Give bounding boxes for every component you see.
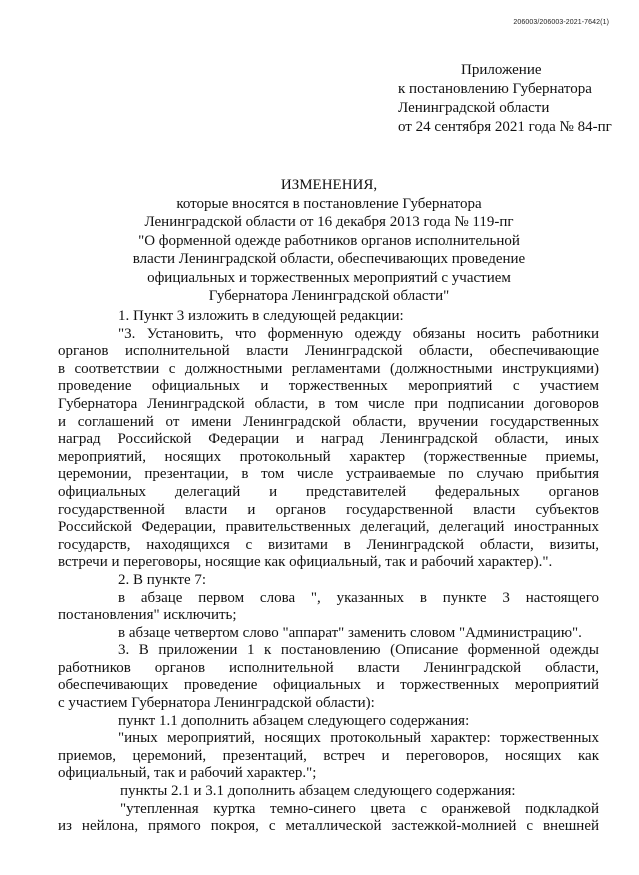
paragraph-line: органов исполнительной власти Ленинградской области, обеспечивающие [58,343,599,360]
paragraph-line: из нейлона, прямого покроя, с металлической застежкой-молнией с внешней [58,818,599,835]
paragraph-line: постановления" исключить; [58,607,237,624]
paragraph-line: и соглашений от имени Ленинградской области, вручении государственных [58,413,599,430]
title-line: официальных и торжественных мероприятий с участием [147,269,511,286]
paragraph-line: мероприятий, носящих протокольный характер (торжественные приемы, [58,448,599,465]
title-line: которые вносятся в постановление Губернатора [176,195,482,212]
paragraph-line: 3. В приложении 1 к постановлению (Описание форменной одежды [118,642,599,659]
paragraph-9: пункты 2.1 и 3.1 дополнить абзацем следующего содержания: [120,783,516,800]
approval-block [398,61,628,137]
paragraph-line: "утепленная куртка темно-синего цвета с оранжевой подкладкой [120,800,599,817]
approval-line: Ленинградской области [398,100,550,116]
approval-line: к постановлению Губернатора [398,81,592,97]
paragraph-line: официальных делегаций и представителей федеральных органов [58,483,599,500]
paragraph-line: "иных мероприятий, носящих протокольный характер: торжественных [118,730,599,747]
paragraph-line: государств, находящихся с визитами в Ленинградской области, визиты, [58,536,599,553]
title-line: Губернатора Ленинградской области" [208,288,450,304]
paragraph-7: пункт 1.1 дополнить абзацем следующего содержания: [118,712,470,729]
paragraph-line: встречи и переговоры, носящие как официальный, так и рабочий характер).". [58,554,553,571]
paragraph-8 [58,730,599,783]
paragraph-line: официальный, так и рабочий характер."; [58,765,317,782]
approval-line: от 24 сентября 2021 года № 84-пг [398,119,612,135]
paragraph-line: в соответствии с должностными регламентами (должностными инструкциями) [58,360,599,377]
paragraph-10 [58,801,599,836]
paragraph-line: работников органов исполнительной власти Ленинградской области, [58,659,599,676]
paragraph-line: наград Российской Федерации и наград Ленинградской области, иных [58,431,599,448]
paragraph-2 [58,326,599,572]
document-number: 206003/206003-2021-7642(1) [513,19,609,26]
paragraph-line: Губернатора Ленинградской области, в том числе при подписании договоров [58,395,599,412]
paragraph-line: с участием Губернатора Ленинградской области): [58,695,375,712]
paragraph-line: проведение официальных и торжественных мероприятий с участием [58,378,599,395]
paragraph-1: 1. Пункт 3 изложить в следующей редакции: [118,308,404,324]
title-line: "О форменной одежде работников органов исполнительной [138,232,520,249]
paragraph-5: в абзаце четвертом слово "аппарат" заменить словом "Администрацию". [118,624,582,641]
title-line: власти Ленинградской области, обеспечивающих проведение [132,251,526,267]
paragraph-line: церемонии, презентации, в том числе устраиваемые по случаю прибытия [58,466,599,483]
title-heading: ИЗМЕНЕНИЯ, [280,177,378,193]
paragraph-line: "3. Установить, что форменную одежду обязаны носить работники [118,325,599,342]
title-line: Ленинградской области от 16 декабря 2013 года № 119-пг [144,214,514,230]
paragraph-line: приемов, церемоний, презентаций, встреч и переговоров, носящих как [58,747,599,764]
paragraph-line: в абзаце первом слова ", указанных в пункте 3 настоящего [118,589,599,606]
approval-line: Приложение [461,62,542,78]
paragraph-line: Российской Федерации, правительственных делегаций, делегаций иностранных [58,519,599,536]
paragraph-4 [58,590,599,625]
paragraph-6 [58,642,599,712]
document-title [60,176,598,306]
document-body [58,308,599,836]
paragraph-3: 2. В пункте 7: [118,571,207,588]
paragraph-line: обеспечивающих проведение официальных и торжественных мероприятий [58,677,599,694]
paragraph-line: государственной власти и органов государственной власти субъектов [58,501,599,518]
